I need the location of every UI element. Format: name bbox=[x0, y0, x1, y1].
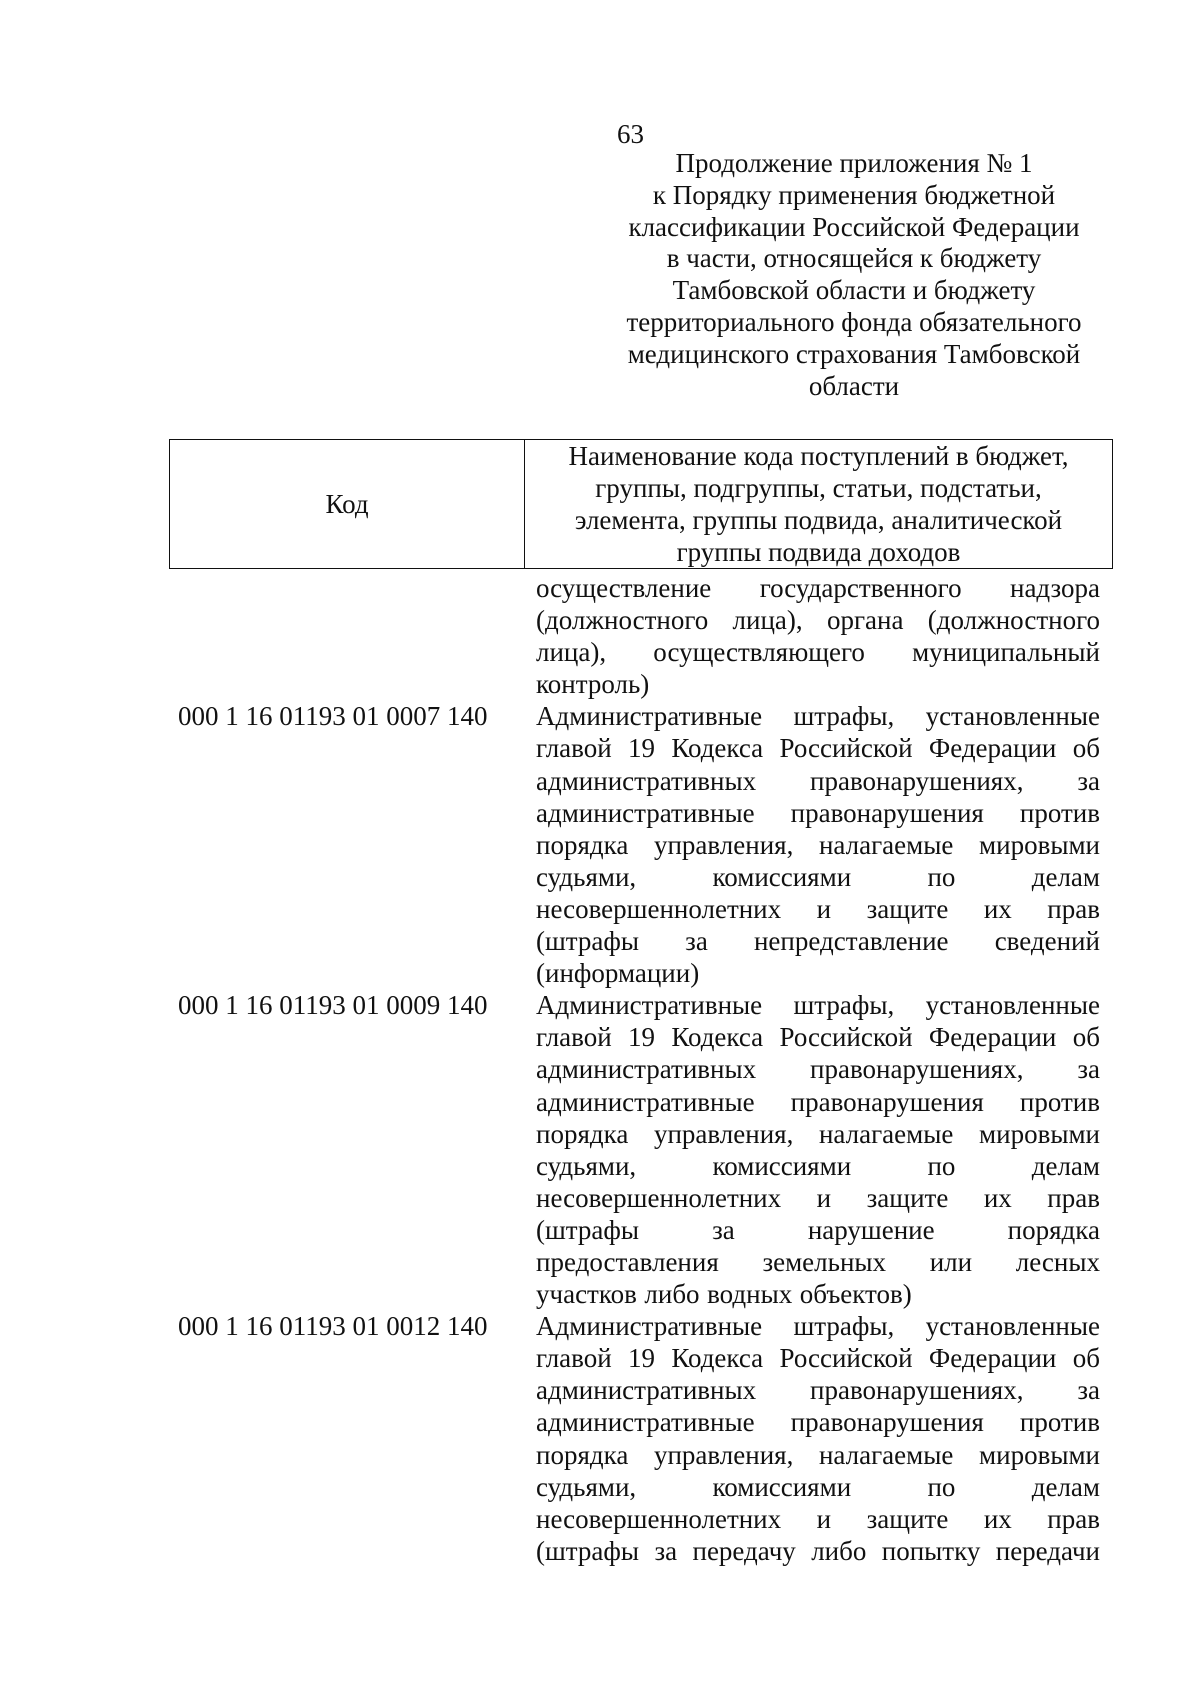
description-word: осуществляющего bbox=[653, 637, 865, 668]
description-word: Кодекса bbox=[671, 1343, 764, 1374]
description-word: установленные bbox=[925, 701, 1100, 732]
description-word: административные bbox=[536, 1407, 755, 1438]
description-word: Административные bbox=[536, 990, 763, 1021]
description-word: государственного bbox=[759, 573, 962, 603]
description-word: за bbox=[685, 926, 708, 957]
description-word: мировыми bbox=[979, 1439, 1100, 1470]
column-header-name-line: группы, подгруппы, статьи, подстатьи, bbox=[595, 473, 1042, 503]
description-word: за bbox=[1077, 1054, 1100, 1085]
description-word: налагаемые bbox=[818, 1439, 954, 1470]
row-code: 000 1 16 01193 01 0012 140 bbox=[178, 1311, 488, 1342]
description-word: непредставление bbox=[753, 926, 949, 957]
description-word: передачи bbox=[995, 1535, 1100, 1566]
description-word: муниципальный bbox=[912, 637, 1100, 668]
description-word: правонарушениях, bbox=[810, 1375, 1024, 1406]
description-word: их bbox=[983, 1503, 1012, 1534]
description-word: управления, bbox=[653, 1118, 794, 1149]
description-word: лесных bbox=[1015, 1246, 1100, 1277]
description-word: или bbox=[929, 1246, 973, 1277]
description-word: и bbox=[816, 1182, 832, 1213]
description-word: судьями, bbox=[536, 1471, 637, 1502]
description-word: штрафы, bbox=[793, 1311, 895, 1342]
description-word: объектов) bbox=[799, 1279, 912, 1310]
description-word: правонарушениях, bbox=[810, 1054, 1024, 1085]
description-word: главой bbox=[536, 1022, 612, 1053]
description-line bbox=[536, 1503, 1100, 1535]
description-word: об bbox=[1072, 733, 1100, 764]
description-word: нарушение bbox=[807, 1214, 935, 1245]
description-word: порядка bbox=[536, 1118, 629, 1149]
description-word: защите bbox=[866, 1182, 949, 1213]
description-word: Российской bbox=[779, 733, 913, 764]
description-word: мировыми bbox=[979, 829, 1100, 860]
description-word: административные bbox=[536, 797, 755, 828]
description-word: осуществление bbox=[536, 573, 712, 603]
description-word: и bbox=[816, 893, 832, 924]
description-word: управления, bbox=[653, 1439, 794, 1470]
description-word: прав bbox=[1047, 1503, 1100, 1534]
description-word: административных bbox=[536, 765, 757, 796]
description-line bbox=[536, 1310, 1100, 1342]
description-line bbox=[536, 732, 1100, 764]
description-word: защите bbox=[866, 893, 949, 924]
description-word: (должностного bbox=[927, 605, 1100, 636]
description-line bbox=[536, 1150, 1100, 1182]
description-word: комиссиями bbox=[712, 861, 852, 892]
column-header-code: Код bbox=[170, 440, 525, 568]
description-line bbox=[536, 572, 1100, 604]
description-word: налагаемые bbox=[818, 1118, 954, 1149]
description-line bbox=[536, 1342, 1100, 1374]
description-word: правонарушениях, bbox=[810, 765, 1024, 796]
description-word: административные bbox=[536, 1086, 755, 1117]
description-word: прав bbox=[1047, 893, 1100, 924]
description-line bbox=[536, 829, 1100, 861]
description-word: порядка bbox=[536, 1439, 629, 1470]
description-word: органа bbox=[826, 605, 904, 636]
description-word: главой bbox=[536, 1343, 612, 1374]
description-word: несовершеннолетних bbox=[536, 893, 782, 924]
header-line: медицинского страхования Тамбовской bbox=[627, 338, 1081, 369]
appendix-header bbox=[600, 148, 1108, 402]
table-body bbox=[170, 572, 1120, 1567]
description-word: Федерации bbox=[928, 733, 1057, 764]
description-word: Российской bbox=[779, 1022, 913, 1053]
description-line bbox=[536, 668, 1100, 700]
table-row bbox=[170, 989, 1120, 1310]
description-line bbox=[536, 989, 1100, 1021]
header-line: территориального фонда обязательного bbox=[626, 306, 1082, 337]
description-word: делам bbox=[1031, 1471, 1100, 1502]
row-description bbox=[536, 700, 1100, 989]
description-line bbox=[536, 1182, 1100, 1214]
description-line bbox=[536, 1439, 1100, 1471]
description-line bbox=[536, 1021, 1100, 1053]
description-word: по bbox=[927, 1471, 956, 1502]
table-row bbox=[170, 572, 1120, 700]
description-word: налагаемые bbox=[818, 829, 954, 860]
header-line: классификации Российской Федерации bbox=[628, 211, 1080, 242]
description-word: против bbox=[1019, 1407, 1100, 1438]
description-line bbox=[536, 1406, 1100, 1438]
description-word: лица), bbox=[536, 637, 607, 668]
description-word: главой bbox=[536, 733, 612, 764]
table-row bbox=[170, 700, 1120, 989]
description-word: комиссиями bbox=[712, 1471, 852, 1502]
description-word: административных bbox=[536, 1375, 757, 1406]
description-word: судьями, bbox=[536, 1150, 637, 1181]
description-line bbox=[536, 797, 1100, 829]
description-word: за bbox=[654, 1535, 678, 1566]
description-word: штрафы, bbox=[793, 990, 895, 1021]
description-word: управления, bbox=[653, 829, 794, 860]
column-header-name bbox=[525, 440, 1112, 568]
description-word: против bbox=[1019, 1086, 1100, 1117]
description-word: установленные bbox=[925, 1311, 1100, 1342]
description-line bbox=[536, 1278, 1100, 1310]
description-line bbox=[536, 636, 1100, 668]
description-word: Федерации bbox=[928, 1022, 1057, 1053]
description-word: Административные bbox=[536, 1311, 763, 1342]
description-word: против bbox=[1019, 797, 1100, 828]
description-word: за bbox=[1077, 1375, 1100, 1406]
description-word: делам bbox=[1031, 1150, 1100, 1181]
description-word: передачу bbox=[692, 1535, 796, 1566]
description-word: контроль) bbox=[536, 669, 650, 700]
description-word: либо bbox=[811, 1535, 867, 1566]
description-word: об bbox=[1072, 1022, 1100, 1053]
description-line bbox=[536, 1471, 1100, 1503]
description-word: (должностного bbox=[536, 605, 709, 636]
column-header-name-line: группы подвида доходов bbox=[676, 537, 961, 567]
description-word: Кодекса bbox=[671, 1022, 764, 1053]
description-word: Кодекса bbox=[671, 733, 764, 764]
description-word: установленные bbox=[925, 990, 1100, 1021]
description-word: несовершеннолетних bbox=[536, 1182, 782, 1213]
description-word: судьями, bbox=[536, 861, 637, 892]
description-word: 19 bbox=[628, 1022, 655, 1053]
table-row bbox=[170, 1310, 1120, 1567]
description-word: за bbox=[1077, 765, 1100, 796]
description-word: административных bbox=[536, 1054, 757, 1085]
table-header bbox=[169, 439, 1113, 569]
description-line bbox=[536, 1086, 1100, 1118]
description-word: их bbox=[983, 1182, 1012, 1213]
description-word: Административные bbox=[536, 701, 763, 732]
description-line bbox=[536, 604, 1100, 636]
page-number: 63 bbox=[617, 119, 644, 149]
row-description bbox=[536, 572, 1100, 700]
description-word: правонарушения bbox=[790, 797, 984, 828]
description-word: предоставления bbox=[536, 1246, 719, 1277]
description-word: порядка bbox=[1007, 1214, 1100, 1245]
description-word: несовершеннолетних bbox=[536, 1503, 782, 1534]
description-word: делам bbox=[1031, 861, 1100, 892]
description-word: участков bbox=[536, 1279, 637, 1310]
description-word: (штрафы bbox=[536, 1214, 640, 1245]
description-word: комиссиями bbox=[712, 1150, 852, 1181]
description-word: 19 bbox=[628, 1343, 655, 1374]
description-word: об bbox=[1072, 1343, 1100, 1374]
header-line: в части, относящейся к бюджету bbox=[666, 243, 1042, 274]
description-word: (штрафы bbox=[536, 1535, 640, 1566]
description-word: (штрафы bbox=[536, 926, 640, 957]
description-line bbox=[536, 1214, 1100, 1246]
description-line bbox=[536, 957, 1100, 989]
description-word: правонарушения bbox=[790, 1086, 984, 1117]
description-line bbox=[536, 765, 1100, 797]
description-word: (информации) bbox=[536, 958, 700, 989]
column-header-name-line: Наименование кода поступлений в бюджет, bbox=[568, 441, 1069, 471]
description-word: Российской bbox=[779, 1343, 913, 1374]
description-word: 19 bbox=[628, 733, 655, 764]
description-word: водных bbox=[707, 1279, 793, 1310]
description-word: защите bbox=[866, 1503, 949, 1534]
description-line bbox=[536, 861, 1100, 893]
description-word: попытку bbox=[881, 1535, 981, 1566]
description-word: надзора bbox=[1010, 573, 1100, 603]
description-word: по bbox=[927, 1150, 956, 1181]
header-line: Тамбовской области и бюджету bbox=[672, 275, 1036, 306]
row-code: 000 1 16 01193 01 0009 140 bbox=[178, 990, 488, 1021]
row-description bbox=[536, 989, 1100, 1310]
description-word: их bbox=[983, 893, 1012, 924]
description-word: мировыми bbox=[979, 1118, 1100, 1149]
description-line bbox=[536, 1535, 1100, 1567]
description-line bbox=[536, 893, 1100, 925]
description-line bbox=[536, 925, 1100, 957]
description-word: штрафы, bbox=[793, 701, 895, 732]
row-description bbox=[536, 1310, 1100, 1567]
description-word: лица), bbox=[732, 605, 803, 636]
header-line: к Порядку применения бюджетной bbox=[652, 179, 1056, 210]
header-line: области bbox=[808, 370, 900, 401]
description-word: правонарушения bbox=[790, 1407, 984, 1438]
description-word: и bbox=[816, 1503, 832, 1534]
description-line bbox=[536, 1374, 1100, 1406]
description-word: либо bbox=[644, 1279, 700, 1310]
description-word: прав bbox=[1047, 1182, 1100, 1213]
description-word: по bbox=[927, 861, 956, 892]
description-line bbox=[536, 1246, 1100, 1278]
description-word: порядка bbox=[536, 829, 629, 860]
description-line bbox=[536, 1053, 1100, 1085]
description-word: земельных bbox=[762, 1246, 887, 1277]
description-line bbox=[536, 1118, 1100, 1150]
description-word: сведений bbox=[994, 926, 1100, 957]
description-word: Федерации bbox=[928, 1343, 1057, 1374]
column-header-name-line: элемента, группы подвида, аналитической bbox=[574, 505, 1063, 535]
header-line: Продолжение приложения № 1 bbox=[675, 148, 1033, 178]
description-line bbox=[536, 700, 1100, 732]
row-code: 000 1 16 01193 01 0007 140 bbox=[178, 701, 488, 732]
description-word: за bbox=[712, 1214, 735, 1245]
